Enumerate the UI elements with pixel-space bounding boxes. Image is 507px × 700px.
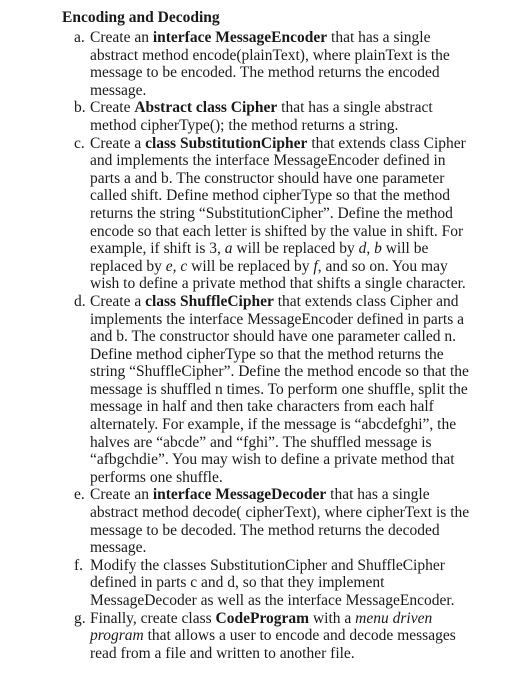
list-item-f	[62, 557, 477, 610]
italic-term: c	[180, 257, 188, 275]
section-heading: Encoding and Decoding	[62, 9, 220, 26]
list-item-text: Create Abstract class Cipher that has a single abstract method cipherType(); the method returns a string.	[90, 99, 433, 134]
list-item-g	[62, 610, 477, 663]
list-item-text: Create a class ShuffleCipher that extends class Cipher and implements the interface MessageEncoder defined in parts a and b. The constructor should have one parameter called n. Define method cipherType so that the method returns the string “ShuffleCipher”. Define the method encode so that the message is shuffled n times. To perform one shuffle, split the message in half and then take characters from each half alternately. For example, if the message is “abcdefghi”, the halves are “abcde” and “fghi”. The shuffled message is “afbgchdie”. You may wish to define a private method that performs one shuffle.	[90, 292, 469, 486]
list-item-text: Create an interface MessageDecoder that has a single abstract method decode( cipherText), where cipherText is the message to be decoded. The method returns the decoded message.	[90, 486, 470, 557]
italic-term: f	[313, 257, 318, 275]
list-item-marker: a.	[74, 29, 85, 46]
bold-term: Abstract class Cipher	[134, 99, 278, 117]
list-item-b	[62, 99, 477, 134]
list-item-marker: f.	[74, 556, 84, 574]
list-item-marker: e.	[74, 486, 85, 504]
italic-term: a	[224, 240, 233, 258]
list-item-marker: c.	[74, 134, 85, 152]
list-item-text: Modify the classes SubstitutionCipher and ShuffleCipher defined in parts c and d, so that they implement MessageDecoder as well as the interface MessageEncoder.	[90, 556, 455, 609]
italic-term: menu driven program	[90, 609, 433, 645]
list-item-a	[62, 29, 477, 99]
italic-term: d	[358, 240, 367, 258]
list-item-c	[62, 135, 477, 293]
list-item-marker: g.	[74, 609, 86, 627]
list-item-marker: b.	[74, 99, 86, 117]
bold-term: CodeProgram	[215, 609, 310, 627]
list-item-text: Finally, create class CodeProgram with a menu driven program that allows a user to encode and decode messages read from a file and written to another file.	[90, 609, 456, 662]
list-item-text: Create an interface MessageEncoder that has a single abstract method encode(plainText), where plainText is the message to be encoded. The method returns the encoded message.	[90, 29, 450, 99]
italic-term: e	[165, 257, 173, 275]
list-item-e	[62, 486, 477, 556]
italic-term: b	[374, 240, 382, 258]
list-item-text: Create a class SubstitutionCipher that extends class Cipher and implements the interface MessageEncoder defined in parts a and b. The constructor should have one parameter called shift. Define method cipherType so that the method returns the string “SubstitutionCipher”. Define the method encode so that each letter is shifted by the value in shift. For example, if shift is 3, a will be replaced by d, b will be replaced by e, c will be replaced by f, and so on. You may wish to define a private method that shifts a single character.	[90, 134, 466, 293]
bold-term: interface MessageEncoder	[152, 29, 328, 46]
bold-term: class ShuffleCipher	[145, 292, 274, 310]
bold-term: interface MessageDecoder	[152, 486, 327, 504]
bold-term: class SubstitutionCipher	[145, 134, 308, 152]
list-item-marker: d.	[74, 292, 86, 310]
exercise-list	[62, 29, 477, 662]
list-item-d	[62, 293, 477, 487]
